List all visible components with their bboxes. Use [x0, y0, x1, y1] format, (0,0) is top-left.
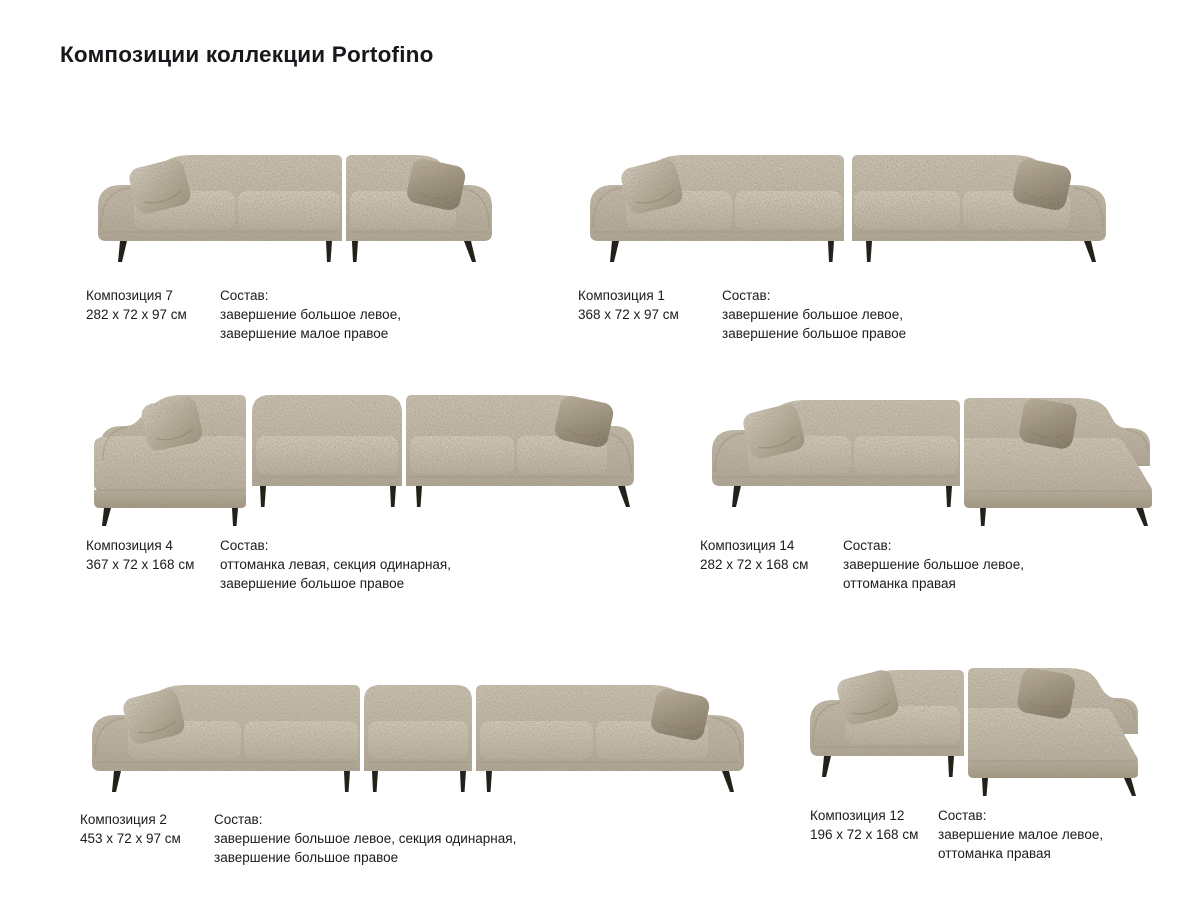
sofa-illustration-composition-2: [80, 665, 756, 800]
sofa-media: [800, 642, 1150, 806]
contents-line: завершение большое правое: [722, 326, 907, 341]
composition-card-12: [800, 642, 1150, 863]
contents-line: оттоманка правая: [938, 846, 1051, 861]
composition-caption: [80, 810, 756, 867]
contents-line: завершение малое правое: [220, 326, 389, 341]
contents-label: Состав:: [843, 538, 892, 553]
sofa-illustration-composition-7: [86, 135, 504, 270]
composition-name: Композиция 2: [80, 812, 167, 827]
composition-name: Композиция 12: [810, 808, 905, 823]
composition-dimensions: 367 x 72 x 168 см: [86, 557, 195, 572]
contents-label: Состав:: [220, 538, 269, 553]
composition-caption: [86, 536, 642, 593]
composition-card-2: [80, 645, 756, 867]
composition-card-7: [86, 118, 504, 343]
composition-dimensions: 282 x 72 x 97 см: [86, 307, 187, 322]
contents-line: оттоманка правая: [843, 576, 956, 591]
contents-label: Состав:: [214, 812, 263, 827]
composition-dimensions: 196 x 72 x 168 см: [810, 827, 919, 842]
sofa-media: [86, 118, 504, 286]
composition-dimensions: 368 x 72 x 97 см: [578, 307, 679, 322]
composition-card-14: [700, 372, 1164, 593]
contents-line: завершение малое левое,: [938, 827, 1104, 842]
sofa-media: [578, 118, 1118, 286]
contents-label: Состав:: [938, 808, 987, 823]
contents-line: оттоманка левая, секция одинарная,: [220, 557, 451, 572]
sofa-media: [86, 372, 642, 536]
sofa-media: [80, 645, 756, 810]
sofa-illustration-composition-1: [578, 135, 1118, 270]
sofa-legs: [118, 241, 476, 262]
sofa-illustration-composition-14: [700, 380, 1164, 530]
contents-line: завершение большое левое,: [220, 307, 401, 322]
composition-dimensions: 453 x 72 x 97 см: [80, 831, 181, 846]
sofa-legs: [112, 771, 734, 792]
composition-caption: [700, 536, 1164, 593]
sofa-media: [700, 372, 1164, 536]
contents-line: завершение большое правое: [214, 850, 399, 865]
composition-name: Композиция 14: [700, 538, 795, 553]
contents-line: завершение большое левое, секция одинарная,: [214, 831, 517, 846]
pillow: [1018, 397, 1079, 451]
composition-caption: [86, 286, 504, 343]
composition-card-1: [578, 118, 1118, 343]
page-title: Композиции коллекции Portofino: [60, 42, 434, 67]
composition-dimensions: 282 x 72 x 168 см: [700, 557, 809, 572]
composition-caption: [578, 286, 1118, 343]
sofa-legs: [610, 241, 1096, 262]
contents-line: завершение большое левое,: [722, 307, 903, 322]
composition-name: Композиция 4: [86, 538, 173, 553]
contents-label: Состав:: [220, 288, 269, 303]
sofa-illustration-composition-12: [800, 650, 1150, 800]
composition-name: Композиция 7: [86, 288, 173, 303]
contents-line: завершение большое правое: [220, 576, 405, 591]
contents-label: Состав:: [722, 288, 771, 303]
pillow: [1016, 667, 1077, 721]
composition-card-4: [86, 372, 642, 593]
composition-name: Композиция 1: [578, 288, 665, 303]
composition-caption: [800, 806, 1150, 863]
contents-line: завершение большое левое,: [843, 557, 1024, 572]
sofa-illustration-composition-4: [86, 380, 642, 530]
